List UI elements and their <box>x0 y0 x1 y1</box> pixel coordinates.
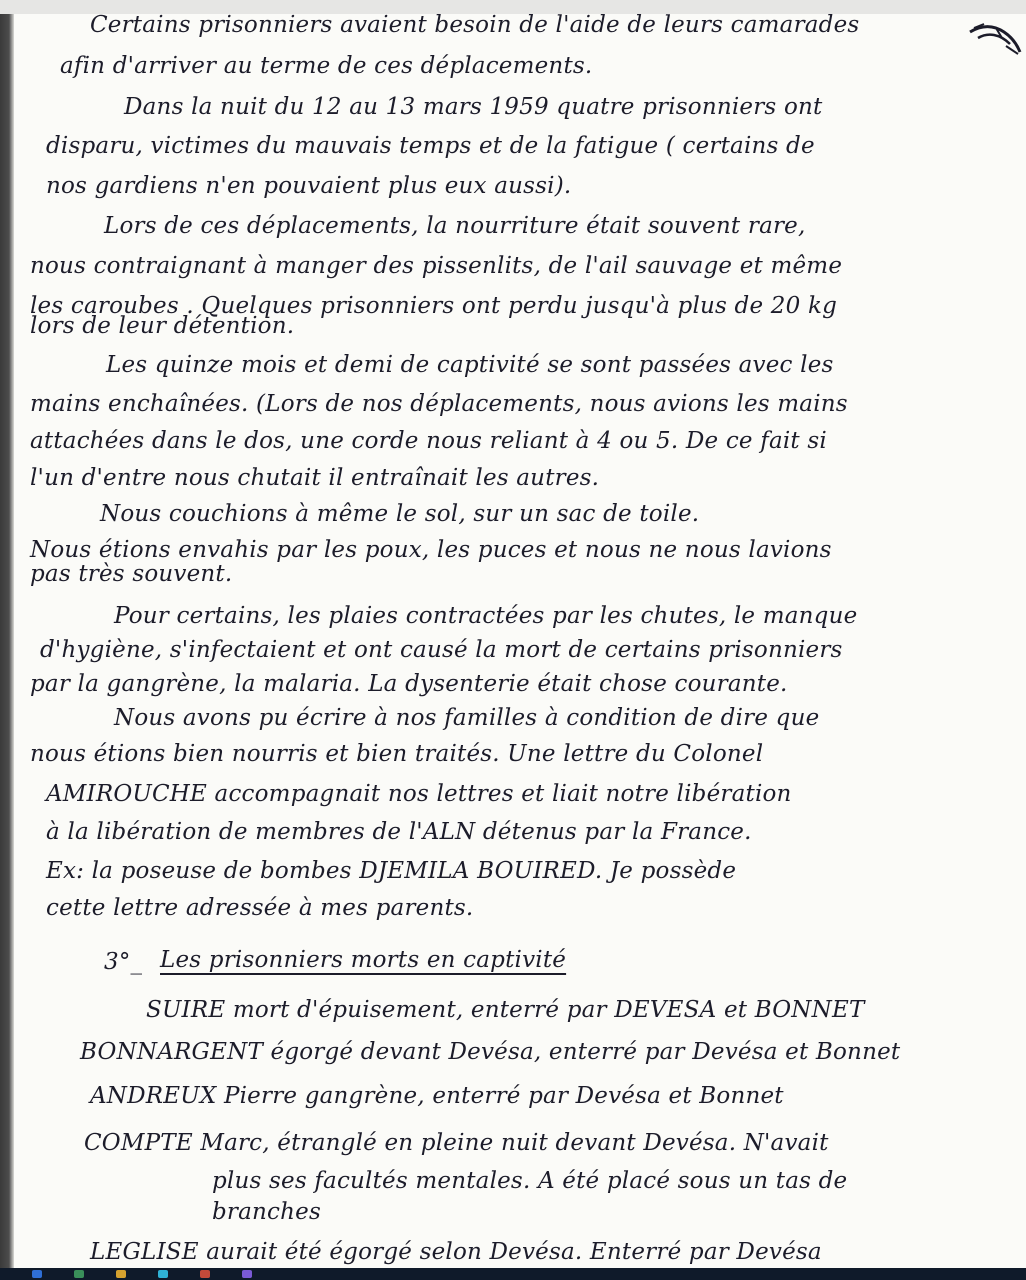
text-line: à la libération de membres de l'ALN détenus par la France. <box>46 819 752 845</box>
text-line: Les quinze mois et demi de captivité se sont passées avec les <box>106 352 834 378</box>
taskbar-app-icon[interactable] <box>116 1270 126 1278</box>
text-line: Ex: la poseuse de bombes DJEMILA BOUIRED. Je possède <box>46 858 737 884</box>
taskbar-app-icon[interactable] <box>158 1270 168 1278</box>
section-title: Les prisonniers morts en captivité <box>160 947 567 973</box>
text-line: Pour certains, les plaies contractées par les chutes, le manque <box>114 603 858 629</box>
death-entry: branches <box>212 1199 321 1225</box>
scan-left-edge <box>0 14 14 1268</box>
text-line: nous étions bien nourris et bien traités. Une lettre du Colonel <box>30 741 764 767</box>
death-entry: LEGLISE aurait été égorgé selon Devésa. Enterré par Devésa <box>90 1239 822 1265</box>
taskbar <box>0 1268 1026 1280</box>
text-line: les caroubes . Quelques prisonniers ont perdu jusqu'à plus de 20 kg <box>30 293 838 319</box>
death-entry: COMPTE Marc, étranglé en pleine nuit devant Devésa. N'avait <box>84 1130 829 1156</box>
section-number: 3°_ <box>104 949 143 975</box>
text-line: l'un d'entre nous chutait il entraînait les autres. <box>30 465 600 491</box>
text-line: nos gardiens n'en pouvaient plus eux aussi). <box>46 173 572 199</box>
taskbar-app-icon[interactable] <box>242 1270 252 1278</box>
text-line: attachées dans le dos, une corde nous reliant à 4 ou 5. De ce fait si <box>30 428 827 454</box>
text-line: Nous avons pu écrire à nos familles à condition de dire que <box>114 705 820 731</box>
handwritten-page <box>14 14 1026 1268</box>
text-line: pas très souvent. <box>30 561 233 587</box>
text-line: mains enchaînées. (Lors de nos déplacements, nous avions les mains <box>30 391 848 417</box>
text-line: Dans la nuit du 12 au 13 mars 1959 quatre prisonniers ont <box>124 94 823 120</box>
text-line: cette lettre adressée à mes parents. <box>46 895 474 921</box>
text-line: Certains prisonniers avaient besoin de l'aide de leurs camarades <box>90 12 860 38</box>
text-line: lors de leur détention. <box>30 313 295 339</box>
text-line: d'hygiène, s'infectaient et ont causé la mort de certains prisonniers <box>40 637 843 663</box>
death-entry: ANDREUX Pierre gangrène, enterré par Devésa et Bonnet <box>90 1083 784 1109</box>
text-line: Lors de ces déplacements, la nourriture était souvent rare, <box>104 213 806 239</box>
pen-icon <box>966 22 1024 58</box>
death-entry: BONNARGENT égorgé devant Devésa, enterré par Devésa et Bonnet <box>80 1039 901 1065</box>
text-line: disparu, victimes du mauvais temps et de la fatigue ( certains de <box>46 133 815 159</box>
text-line: AMIROUCHE accompagnait nos lettres et liait notre libération <box>46 781 792 807</box>
text-line: nous contraignant à manger des pissenlits, de l'ail sauvage et même <box>30 253 843 279</box>
taskbar-app-icon[interactable] <box>200 1270 210 1278</box>
taskbar-app-icon[interactable] <box>32 1270 42 1278</box>
death-entry: plus ses facultés mentales. A été placé sous un tas de <box>212 1168 848 1194</box>
text-line: par la gangrène, la malaria. La dysenterie était chose courante. <box>30 671 788 697</box>
text-line: afin d'arriver au terme de ces déplacements. <box>60 53 593 79</box>
text-line: Nous couchions à même le sol, sur un sac de toile. <box>100 501 700 527</box>
death-entry: SUIRE mort d'épuisement, enterré par DEVESA et BONNET <box>146 997 865 1023</box>
taskbar-app-icon[interactable] <box>74 1270 84 1278</box>
text-line: Nous étions envahis par les poux, les puces et nous ne nous lavions <box>30 537 832 563</box>
